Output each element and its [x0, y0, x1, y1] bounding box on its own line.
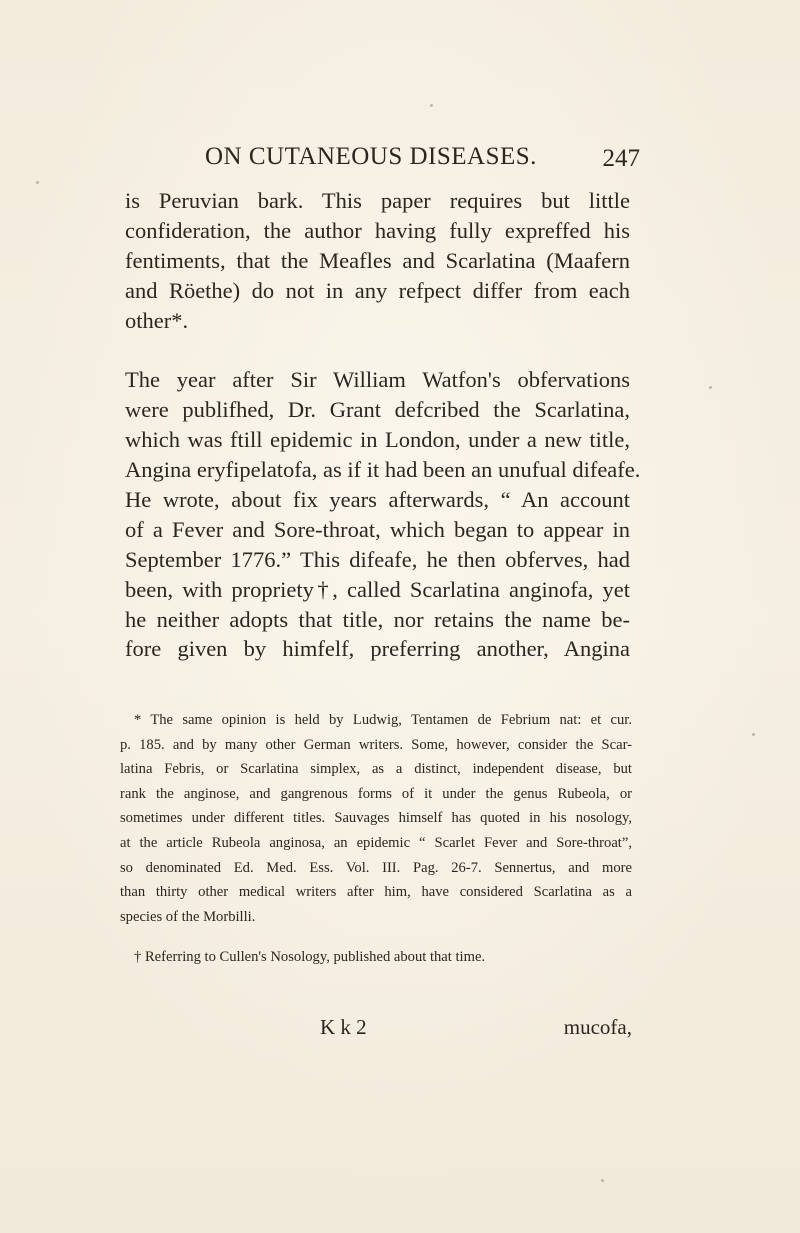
text-line: September 1776.” This difeafe, he then obferves, had: [125, 546, 630, 572]
text-line: which was ftill epidemic in London, under a new title,: [125, 427, 630, 453]
running-head: ON CUTANEOUS DISEASES.: [205, 143, 537, 170]
text-line: were publifhed, Dr. Grant defcribed the Scarlatina,: [125, 397, 630, 423]
paper-speck: [36, 181, 39, 184]
text-line: confideration, the author having fully expreffed his: [125, 217, 630, 243]
paragraph-gap: [125, 335, 630, 365]
footnote-line: rank the anginose, and gangrenous forms of it under the genus Rubeola, or: [120, 785, 632, 802]
text-line: Angina eryfipelatofa, as if it had been an unufual difeafe.: [125, 457, 641, 483]
text-line: been, with propriety†, called Scarlatina anginofa, yet: [125, 576, 630, 602]
text-line: fore given by himfelf, preferring another, Angina: [125, 636, 630, 662]
paper-speck: [430, 104, 433, 107]
footnotes: [120, 708, 632, 970]
text-line: he neither adopts that title, nor retains the name be-: [125, 606, 630, 632]
footnote-line: p. 185. and by many other German writers. Some, however, consider the Scar-: [120, 736, 632, 753]
footnote-line: sometimes under different titles. Sauvages himself has quoted in his nosology,: [120, 810, 632, 827]
text-line: is Peruvian bark. This paper requires but little: [125, 188, 630, 213]
footnote-line: than thirty other medical writers after him, have considered Scarlatina as a: [120, 884, 632, 901]
footnote-line: so denominated Ed. Med. Ess. Vol. III. Pag. 26-7. Sennertus, and more: [120, 859, 632, 876]
footnote-line: species of the Morbilli.: [120, 908, 256, 925]
footnote-line: † Referring to Cullen's Nosology, published about that time.: [134, 949, 486, 966]
footnote-line: at the article Rubeola anginosa, an epidemic “ Scarlet Fever and Sore-throat”,: [120, 834, 632, 851]
catchword: mucofa,: [563, 1015, 632, 1039]
body-text: [125, 186, 641, 664]
footnote-gap: [120, 929, 632, 945]
footnote-line: * The same opinion is held by Ludwig, Tentamen de Febrium nat: et cur.: [134, 712, 632, 728]
text-line: fentiments, that the Meafles and Scarlatina (Maafern: [125, 247, 630, 273]
text-line: other*.: [125, 307, 189, 333]
paper-speck: [752, 733, 755, 736]
footnote-line: latina Febris, or Scarlatina simplex, as a distinct, independent disease, but: [120, 761, 632, 778]
page-footer: [120, 1015, 632, 1045]
page-number: 247: [602, 145, 640, 172]
paper-speck: [709, 386, 712, 389]
signature-mark: K k 2: [320, 1015, 367, 1039]
text-line: and Röethe) do not in any refpect differ from each: [125, 277, 630, 303]
page-header: [120, 143, 640, 177]
text-line: He wrote, about fix years afterwards, “ An account: [125, 487, 630, 513]
text-line: of a Fever and Sore-throat, which began to appear in: [125, 516, 630, 542]
paper-speck: [601, 1179, 604, 1182]
text-line: The year after Sir William Watfon's obfervations: [125, 367, 630, 393]
